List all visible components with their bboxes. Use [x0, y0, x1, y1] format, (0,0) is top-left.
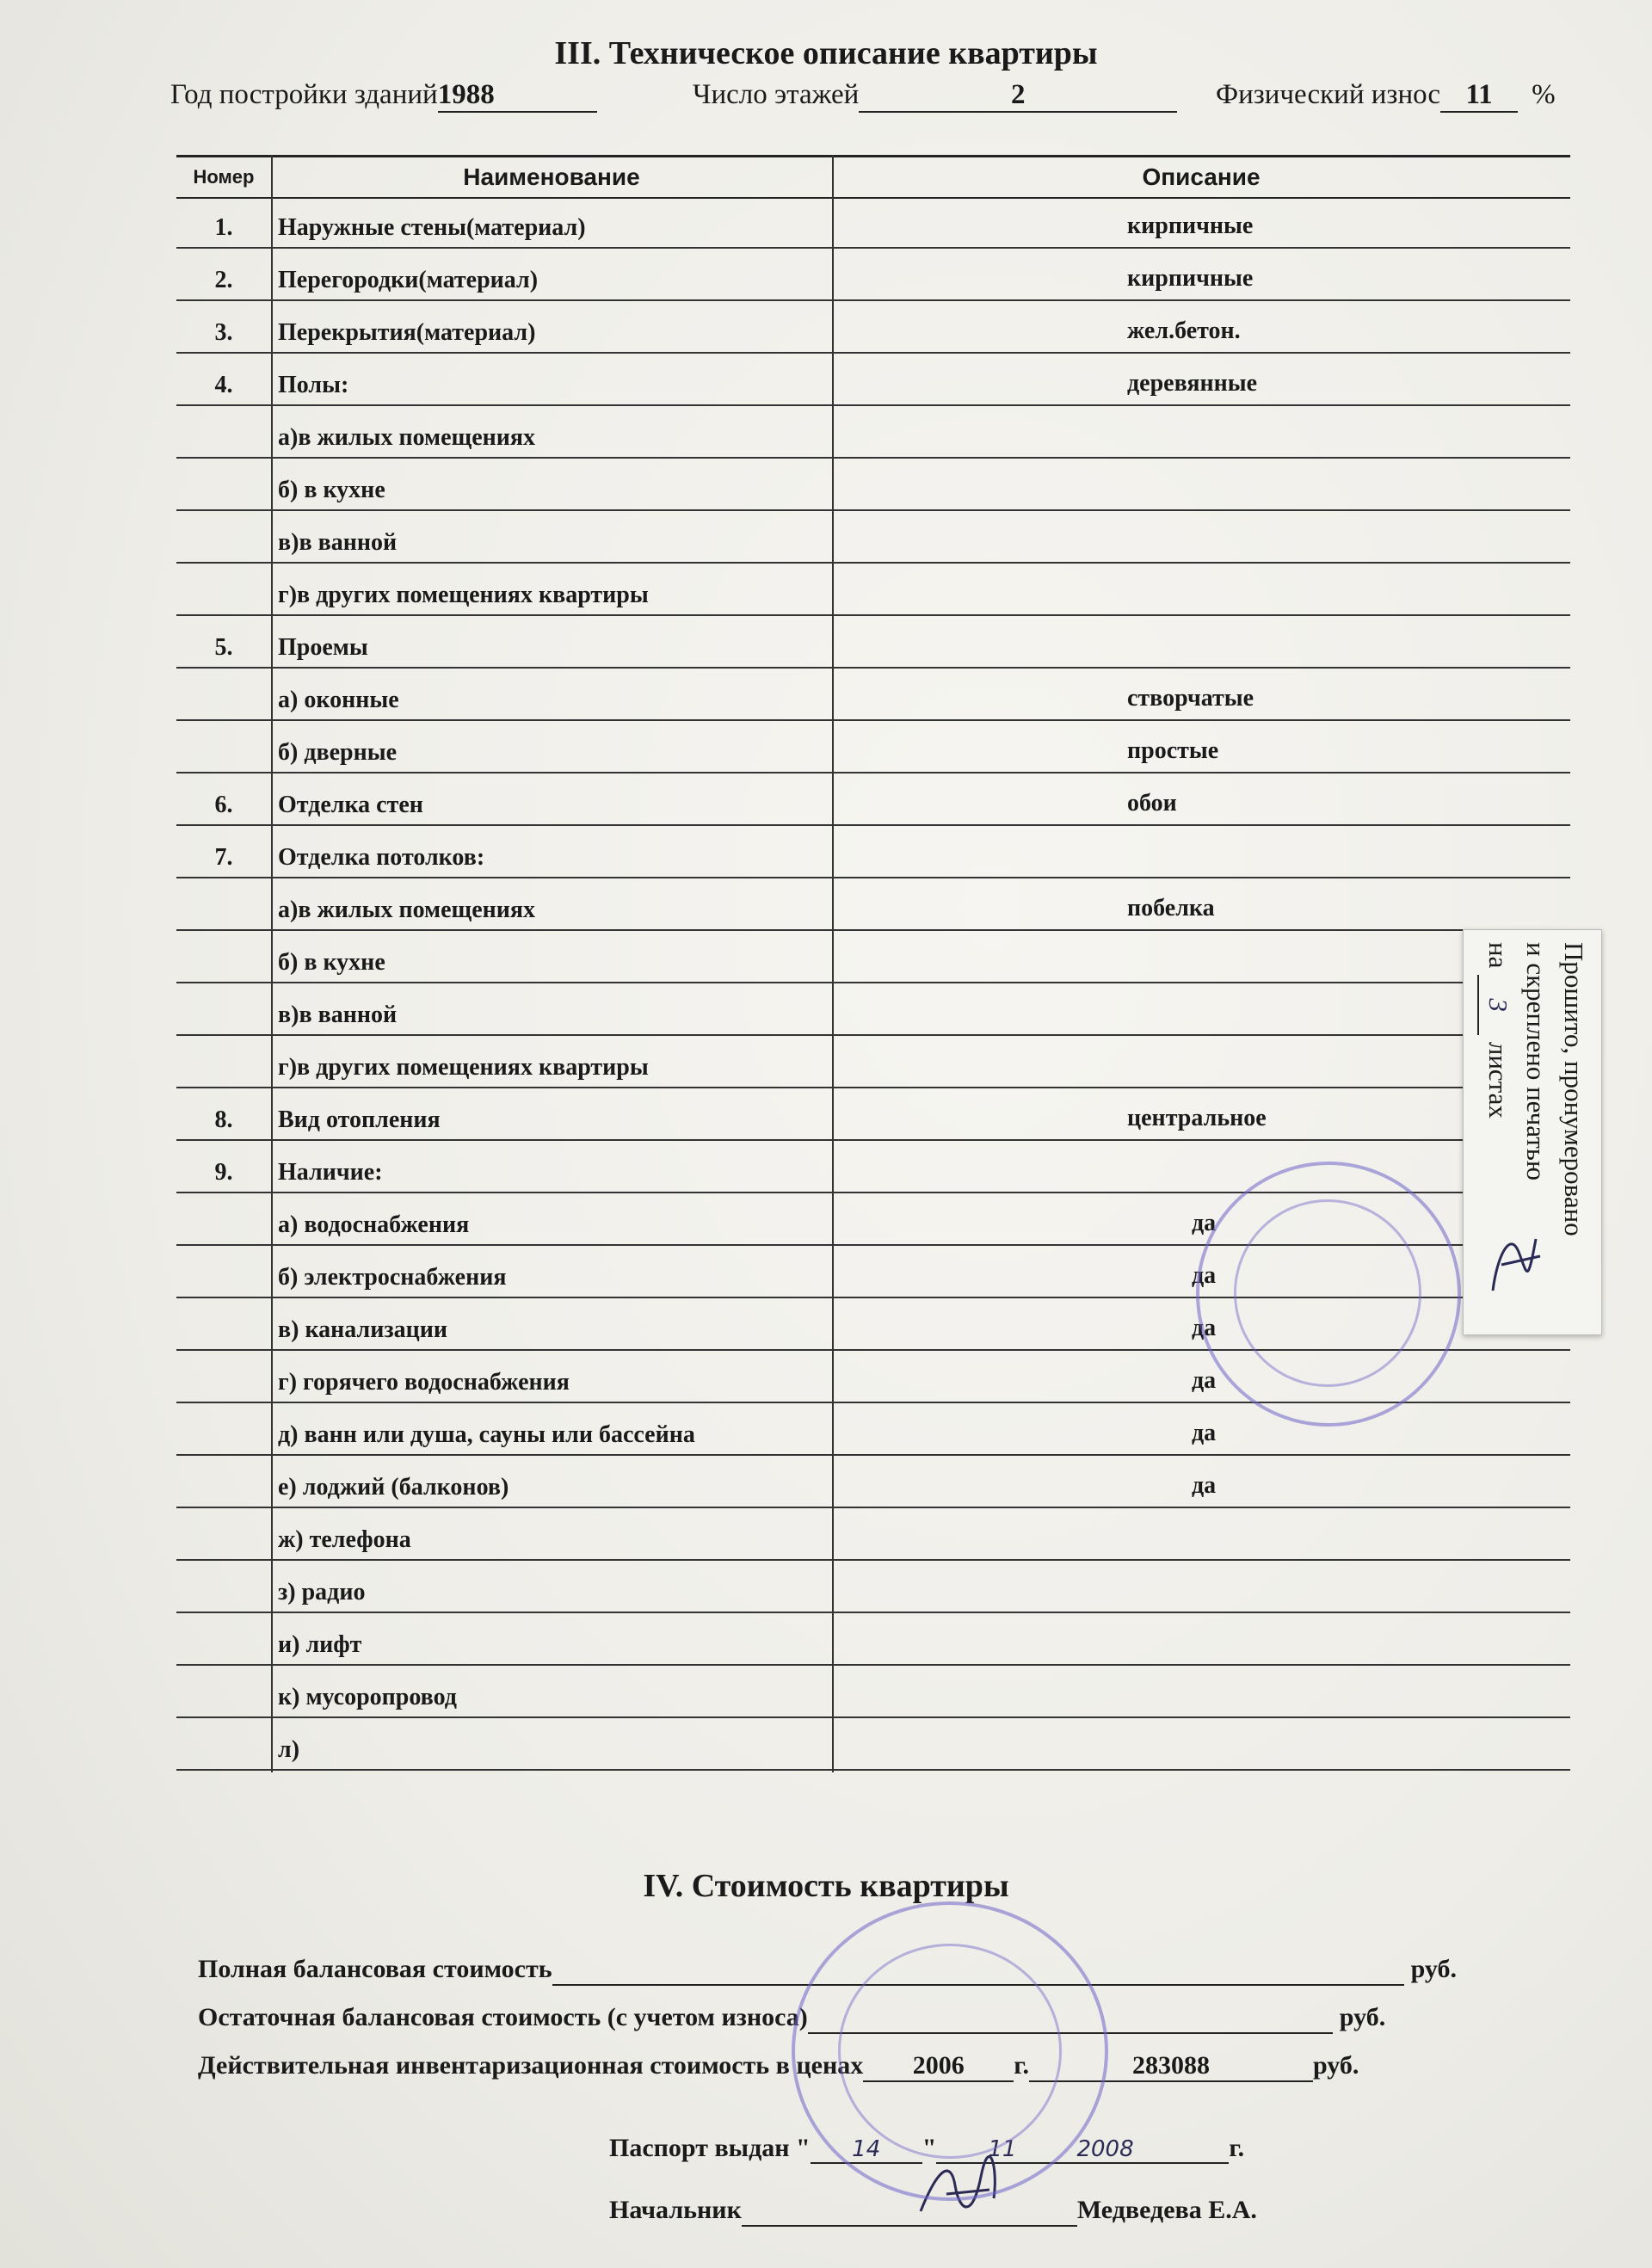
table-row: [176, 1612, 1570, 1666]
row-description: центральное: [1127, 1105, 1267, 1131]
row-name: в)в ванной: [278, 1001, 398, 1028]
residual-balance-cost: [198, 2003, 1385, 2034]
row-number: 9.: [214, 1159, 233, 1186]
chief-name: Медведева Е.А.: [1076, 2196, 1257, 2224]
row-number: 8.: [214, 1106, 233, 1133]
actual-inventory-cost: [198, 2051, 1359, 2082]
row-number: 1.: [214, 214, 233, 241]
section-3-title: III. Техническое описание квартиры: [554, 35, 1098, 71]
chief-signature-blank: [742, 2196, 1077, 2227]
actual-cost-value: 283088: [1029, 2051, 1313, 2082]
row-number: 2.: [214, 267, 233, 293]
physical-wear: [1216, 79, 1556, 113]
row-description: да: [1192, 1367, 1217, 1394]
full-balance-unit: руб.: [1410, 1955, 1457, 1983]
table-row: [176, 1034, 1570, 1088]
physical-wear-unit: %: [1532, 79, 1556, 110]
table-row: [176, 1507, 1570, 1561]
row-name: Перегородки(материал): [278, 267, 539, 293]
actual-cost-g: г.: [1014, 2051, 1030, 2080]
residual-balance-unit: руб.: [1339, 2003, 1386, 2031]
table-row: [176, 614, 1570, 669]
chief-label: Начальник: [609, 2196, 742, 2224]
row-name: ж) телефона: [278, 1526, 411, 1553]
floors: [693, 79, 1177, 113]
table-row: [176, 667, 1570, 721]
row-name: б) в кухне: [278, 477, 385, 503]
row-name: д) ванн или душа, сауны или бассейна: [278, 1421, 695, 1448]
table-row: [176, 457, 1570, 511]
table-header-row: [176, 155, 1570, 199]
row-name: б) в кухне: [278, 949, 385, 976]
table-row: [176, 247, 1570, 301]
row-name: е) лоджий (балконов): [278, 1474, 509, 1501]
row-name: г)в других помещениях квартиры: [278, 582, 649, 608]
table-row: [176, 299, 1570, 354]
row-name: а) оконные: [278, 687, 399, 713]
row-description: да: [1192, 1472, 1217, 1499]
row-number: 7.: [214, 844, 233, 871]
row-name: б) дверные: [278, 739, 398, 766]
table-row: [176, 772, 1570, 826]
table-row: [176, 1716, 1570, 1771]
row-number: 4.: [214, 372, 233, 398]
note-signature: [1480, 1205, 1549, 1308]
row-name: в) канализации: [278, 1316, 448, 1343]
row-description: обои: [1127, 790, 1177, 817]
header-number: Номер: [193, 166, 255, 188]
table-row: [176, 1454, 1570, 1508]
issued-quote: ": [922, 2134, 937, 2162]
row-description: кирпичные: [1127, 265, 1254, 292]
table-row: [176, 719, 1570, 773]
header-description: Описание: [1142, 163, 1261, 190]
row-name: з) радио: [278, 1579, 366, 1605]
row-name: Отделка потолков:: [278, 844, 485, 871]
table-row: [176, 194, 1570, 249]
row-name: и) лифт: [278, 1631, 362, 1658]
row-number: 5.: [214, 634, 233, 661]
row-name: Перекрытия(материал): [278, 319, 536, 346]
row-name: Наличие:: [278, 1159, 383, 1186]
row-name: в)в ванной: [278, 529, 398, 556]
row-name: г)в других помещениях квартиры: [278, 1054, 649, 1081]
note-line-1: Прошито, пронумеровано: [1559, 942, 1589, 1236]
table-row: [176, 877, 1570, 931]
issued-label: Паспорт выдан ": [609, 2134, 811, 2162]
physical-wear-value: 11: [1440, 79, 1518, 113]
actual-cost-label: Действительная инвентаризационная стоимость в ценах: [198, 2051, 864, 2080]
column-divider-2: [832, 155, 834, 1772]
full-balance-label: Полная балансовая стоимость: [198, 1955, 552, 1983]
row-description: кирпичные: [1127, 213, 1254, 239]
table-row: [176, 1087, 1570, 1141]
table-row: [176, 404, 1570, 459]
row-name: Проемы: [278, 634, 368, 661]
row-description: створчатые: [1127, 685, 1254, 712]
round-stamp-upper-inner: [1234, 1199, 1421, 1387]
table-row: [176, 929, 1570, 983]
actual-cost-unit: руб.: [1313, 2051, 1359, 2080]
row-description: жел.бетон.: [1127, 317, 1241, 344]
note-sheets: 3: [1477, 975, 1517, 1035]
section-4-title: IV. Стоимость квартиры: [643, 1868, 1009, 1904]
row-name: Отделка стен: [278, 792, 423, 818]
physical-wear-label: Физический износ: [1216, 79, 1441, 110]
issued-month: 11: [988, 2136, 1017, 2162]
row-name: Полы:: [278, 372, 349, 398]
table-row: [176, 1559, 1570, 1613]
floors-value: 2: [859, 79, 1177, 113]
row-number: 6.: [214, 792, 233, 818]
row-name: б) электроснабжения: [278, 1264, 507, 1291]
row-name: а)в жилых помещениях: [278, 897, 536, 923]
table-row: [176, 509, 1570, 564]
row-name: Наружные стены(материал): [278, 214, 586, 241]
row-description: да: [1192, 1210, 1217, 1236]
round-stamp-lower: [792, 1901, 1108, 2201]
row-description: деревянные: [1127, 370, 1258, 397]
column-divider-1: [271, 155, 273, 1772]
note-suffix: листах: [1483, 1041, 1513, 1119]
row-number: 3.: [214, 319, 233, 346]
row-name: а) водоснабжения: [278, 1211, 470, 1238]
row-description: простые: [1127, 737, 1219, 764]
row-name: к) мусоропровод: [278, 1684, 457, 1710]
year-built-label: Год постройки зданий: [170, 79, 438, 110]
round-stamp-lower-inner: [838, 1944, 1062, 2159]
table-row: [176, 982, 1570, 1036]
row-name: а)в жилых помещениях: [278, 424, 536, 451]
year-built: [170, 79, 597, 113]
round-stamp-upper: [1196, 1162, 1461, 1427]
row-description: да: [1192, 1262, 1217, 1289]
table-row: [176, 1664, 1570, 1718]
row-name: г) горячего водоснабжения: [278, 1369, 570, 1396]
table-row: [176, 352, 1570, 406]
residual-balance-label: Остаточная балансовая стоимость (с учетом износа): [198, 2003, 808, 2031]
issued-day: 14: [811, 2136, 922, 2164]
row-description: да: [1192, 1420, 1217, 1446]
note-prefix: на: [1483, 942, 1513, 969]
issued-g: г.: [1229, 2134, 1245, 2162]
row-name: л): [278, 1736, 300, 1763]
floors-label: Число этажей: [693, 79, 860, 110]
table-row: [176, 562, 1570, 616]
header-name: Наименование: [463, 163, 640, 190]
note-line-2: и скреплено печатью: [1521, 942, 1551, 1181]
row-description: побелка: [1127, 895, 1215, 921]
row-name: Вид отопления: [278, 1106, 441, 1133]
issued-year: 2008: [1076, 2136, 1134, 2162]
row-description: да: [1192, 1315, 1217, 1341]
table-row: [176, 824, 1570, 878]
actual-cost-year: 2006: [863, 2051, 1014, 2082]
year-built-value: 1988: [438, 79, 597, 113]
